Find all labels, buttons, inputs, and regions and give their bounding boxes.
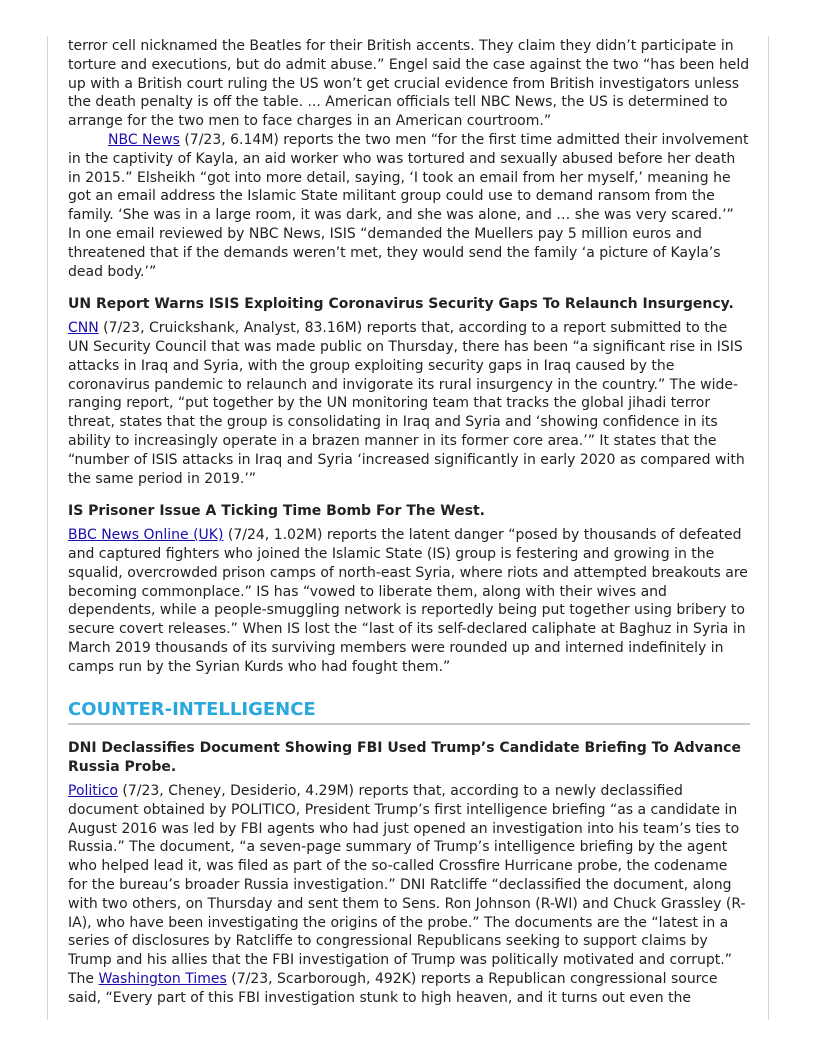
source-link-cnn[interactable]: CNN xyxy=(68,320,99,337)
article-body-is-prisoner xyxy=(68,526,750,676)
article-headline-dni-declassifies: DNI Declassifies Document Showing FBI Used Trump’s Candidate Briefing To Advance Russia Probe. xyxy=(68,740,741,776)
source-link-washington-times[interactable]: Washington Times xyxy=(98,971,227,987)
right-margin-rule xyxy=(768,36,769,1020)
document-body xyxy=(68,37,750,1008)
source-link-bbc-news[interactable]: BBC News Online (UK) xyxy=(68,527,224,544)
left-margin-rule xyxy=(47,36,48,1020)
article-body-un-report xyxy=(68,319,750,488)
paragraph-text: (7/23, Cruickshank, Analyst, 83.16M) reports that, according to a report submitted to the UN Security Council that was made public on Thursday, there has been “a significant rise in ISIS attacks in Iraq and Syria, with the group exploiting security gaps in Iraq caused by the coronavirus pandemic to relaunch and invigorate its rural insurgency in the country.” The wide-ranging report, “put together by the UN monitoring team that tracks the global jihadi terror threat, states that the group is consolidating in Iraq and Syria and ‘showing confidence in its ability to increasingly operate in a brazen manner in its former core area.’” It states that the “number of ISIS attacks in Iraq and Syria ‘increased significantly in early 2020 as compared with the same period in 2019.’” xyxy=(68,320,745,487)
paragraph-text: (7/23, 6.14M) reports the two men “for the first time admitted their involvement in the captivity of Kayla, an aid worker who was tortured and sexually abused before her death in 2015.” Elsheikh “got into more detail, saying, ‘I took an email from her myself,’ meaning he got an email address the Islamic State militant group could use to demand ransom from the family. ‘She was in a large room, it was dark, and she was alone, and … she was very scared.’” In one email reviewed by NBC News, ISIS “demanded the Muellers pay 5 million euros and threatened that if the demands weren’t met, they would send the family ‘a picture of Kayla’s dead body.’” xyxy=(68,131,749,280)
paragraph-text: (7/23, Scarborough, 492K) reports a Republican congressional source said, “Every part of this FBI investigation stunk to high heaven, and it turns out even the xyxy=(68,971,718,1006)
source-link-nbc-news[interactable]: NBC News xyxy=(108,131,180,148)
source-link-politico[interactable]: Politico xyxy=(68,783,118,800)
paragraph-text: (7/24, 1.02M) reports the latent danger “posed by thousands of defeated and captured fighters who joined the Islamic State (IS) group is festering and growing in the squalid, overcrowded prison camps of north-east Syria, where riots and attempted breakouts are becoming commonplace.” IS has “vowed to liberate them, along with their wives and dependents, while a people-smuggling network is reportedly being put together using bribery to secure covert releases.” When IS lost the “last of its self-declared caliphate at Baghuz in Syria in March 2019 thousands of its surviving members were rounded up and interned indefinitely in camps run by the Syrian Kurds who had fought them.” xyxy=(68,527,748,675)
section-title-counter-intelligence: COUNTER-INTELLIGENCE xyxy=(68,699,750,725)
intro-paragraph: terror cell nicknamed the Beatles for their British accents. They claim they didn’t participate in torture and executions, but do admit abuse.” Engel said the case against the two “has been held up with a British court ruling the US won’t get crucial evidence from British investigators unless the death penalty is off the table. ... American officials tell NBC News, the US is determined to arrange for the two men to face charges in an American courtroom.” xyxy=(68,38,750,130)
nbc-paragraph xyxy=(68,131,750,281)
article-body-dni-declassifies xyxy=(68,782,750,1008)
article-headline-is-prisoner: IS Prisoner Issue A Ticking Time Bomb For The West. xyxy=(68,503,485,520)
article-headline-un-report: UN Report Warns ISIS Exploiting Coronavirus Security Gaps To Relaunch Insurgency. xyxy=(68,296,734,313)
paragraph-text: (7/23, Cheney, Desiderio, 4.29M) reports that, according to a newly declassified document obtained by POLITICO, President Trump’s first intelligence briefing “as a candidate in August 2016 was led by FBI agents who had just opened an investigation into his team’s ties to Russia.” The document, “a seven-page summary of Trump’s intelligence briefing by the agent who helped lead it, was filed as part of the so-called Crossfire Hurricane probe, the codename for the bureau’s broader Russia investigation.” DNI Ratcliffe “declassified the document, along with two others, on Thursday and sent them to Sens. Ron Johnson (R-WI) and Chuck Grassley (R-IA), who have been investigating the origins of the probe.” The documents are the “latest in a series of disclosures by Ratcliffe to congressional Republicans seeking to support claims by Trump and his allies that the FBI investigation of Trump was politically motivated and corrupt.” The xyxy=(68,783,746,987)
